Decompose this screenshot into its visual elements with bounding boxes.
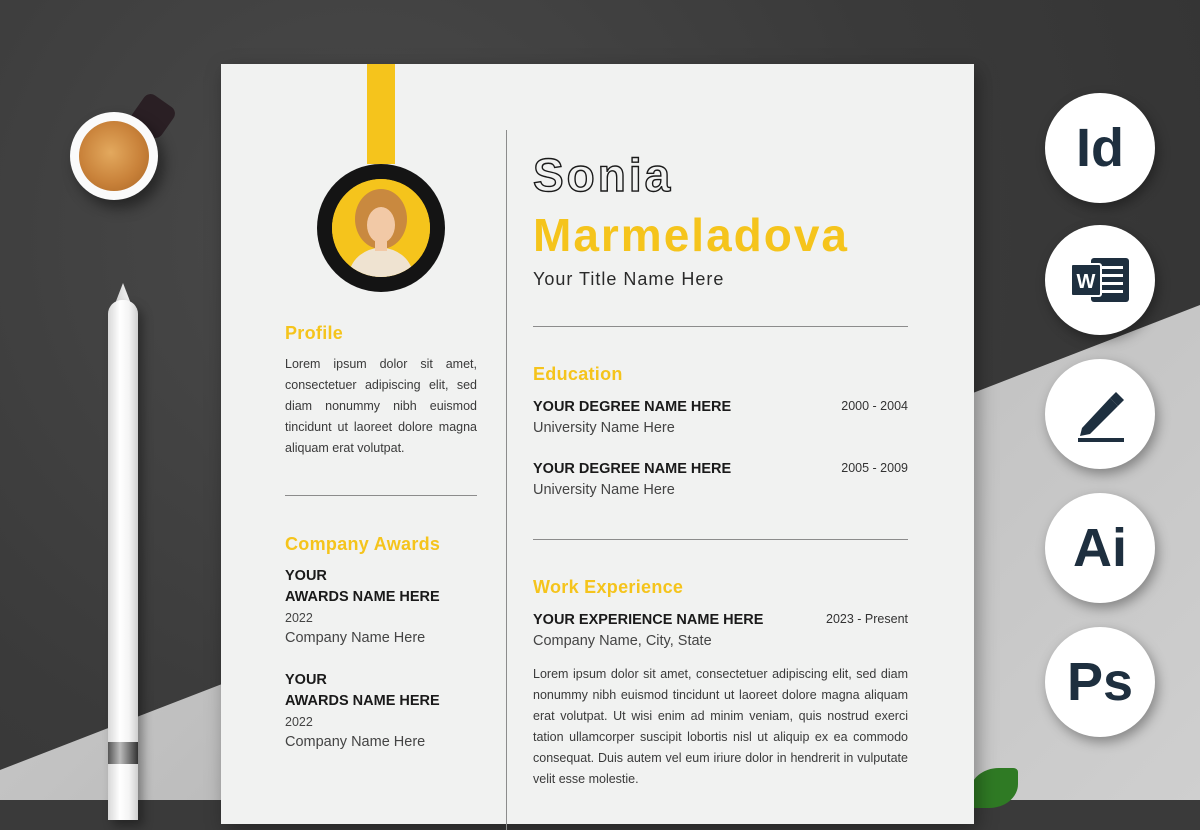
right-divider-1 — [533, 326, 908, 327]
work-1-dates: 2023 - Present — [826, 612, 908, 626]
education-2-school: University Name Here — [533, 482, 675, 498]
accent-bar — [367, 64, 395, 164]
work-heading: Work Experience — [533, 577, 684, 597]
photoshop-icon — [1045, 627, 1155, 737]
job-title: Your Title Name Here — [533, 269, 725, 289]
award-1-year: 2022 — [285, 611, 313, 625]
education-2-dates: 2005 - 2009 — [841, 461, 908, 475]
coffee — [79, 121, 149, 191]
pen-icon — [1070, 384, 1130, 444]
work-1-description: Lorem ipsum dolor sit amet, consectetuer adipiscing elit, sed diam nonummy nibh euismod tincidunt ut laoreet dolore magna aliquam erat volutpat. Ut wisi enim ad minim veniam, quis nostrud exerci tation ullamcorper suscipit lobortis nisl ut aliquip ex ea commodo consequat. Duis autem vel eum iriure dolor in hendrerit in vulputate velit esse molestie. — [533, 667, 908, 786]
profile-photo-frame — [317, 164, 445, 292]
work-1-position: YOUR EXPERIENCE NAME HERE — [533, 612, 764, 628]
education-heading: Education — [533, 364, 623, 384]
word-icon-label: W — [1076, 271, 1096, 293]
pages-pen-icon — [1045, 359, 1155, 469]
person-portrait-icon — [332, 179, 430, 277]
indesign-icon-label: Id — [1076, 118, 1124, 178]
indesign-icon — [1045, 93, 1155, 203]
illustrator-icon-label: Ai — [1073, 518, 1127, 578]
education-1-dates: 2000 - 2004 — [841, 399, 908, 413]
profile-heading: Profile — [285, 323, 344, 343]
profile-text: Lorem ipsum dolor sit amet, consectetuer adipiscing elit, sed diam nonummy nibh euismod tincidunt ut laoreet dolore magna aliquam erat volutpat. — [285, 357, 477, 455]
pencil-band — [108, 742, 138, 764]
column-divider — [506, 130, 507, 830]
education-1-degree: YOUR DEGREE NAME HERE — [533, 399, 732, 415]
last-name: Marmeladova — [533, 209, 850, 261]
award-2-line1: YOUR — [285, 672, 327, 688]
award-2-line2: AWARDS NAME HERE — [285, 693, 440, 709]
resume-page — [221, 64, 974, 824]
education-2-degree: YOUR DEGREE NAME HERE — [533, 461, 732, 477]
photoshop-icon-label: Ps — [1066, 652, 1134, 712]
profile-photo — [332, 179, 430, 277]
coffee-cup — [70, 112, 158, 200]
right-divider-2 — [533, 539, 908, 540]
award-1-company: Company Name Here — [285, 630, 426, 646]
word-doc-icon — [1069, 254, 1131, 306]
illustrator-icon — [1045, 493, 1155, 603]
work-1-company: Company Name, City, State — [533, 633, 712, 649]
education-1-school: University Name Here — [533, 420, 675, 436]
award-2-year: 2022 — [285, 715, 313, 729]
award-2-company: Company Name Here — [285, 734, 426, 750]
award-1-line2: AWARDS NAME HERE — [285, 589, 440, 605]
first-name: Sonia — [533, 149, 674, 201]
left-divider-1 — [285, 495, 477, 496]
awards-heading: Company Awards — [285, 534, 441, 554]
word-icon — [1045, 225, 1155, 335]
award-1-line1: YOUR — [285, 568, 327, 584]
